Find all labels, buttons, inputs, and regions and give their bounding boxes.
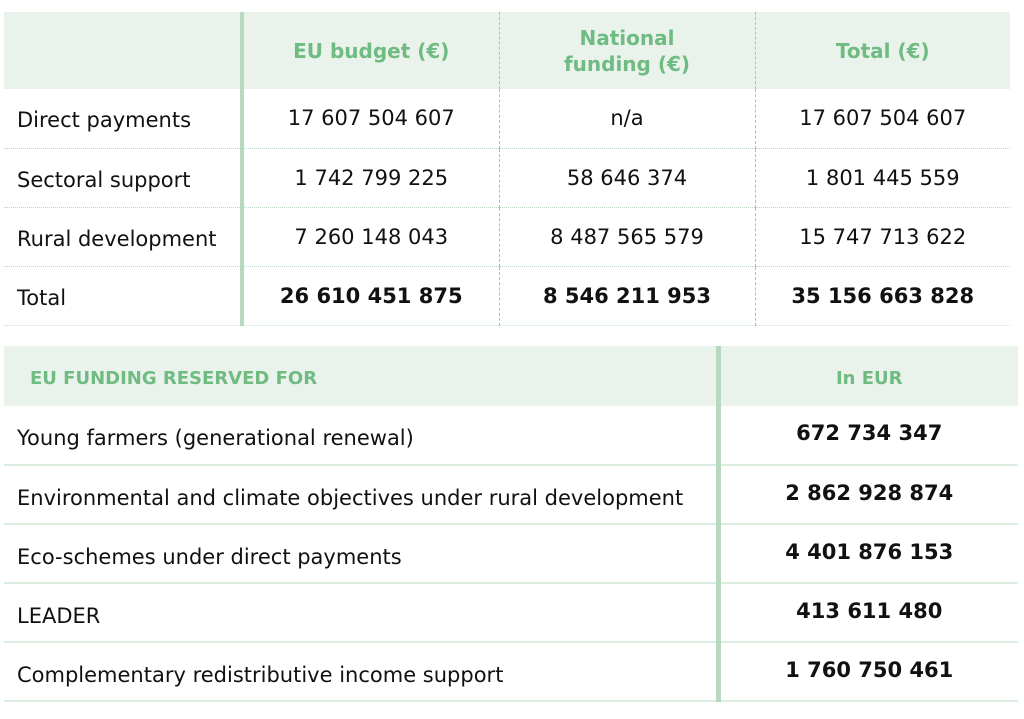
amount-cell: 672 734 347 bbox=[718, 406, 1018, 465]
table-row bbox=[4, 207, 1010, 266]
eu-budget-cell: 17 607 504 607 bbox=[242, 89, 499, 148]
row-label: Sectoral support bbox=[4, 148, 242, 207]
total-row bbox=[4, 266, 1010, 325]
eu-budget-cell: 7 260 148 043 bbox=[242, 207, 499, 266]
national-funding-cell: 58 646 374 bbox=[499, 148, 755, 207]
table-row bbox=[4, 406, 1018, 465]
total-cell: 1 801 445 559 bbox=[755, 148, 1010, 207]
reserved-table-header-row bbox=[4, 346, 1018, 406]
table-row bbox=[4, 89, 1010, 148]
header-blank bbox=[4, 12, 242, 89]
header-reserved-for: EU FUNDING RESERVED FOR bbox=[30, 367, 318, 389]
budget-table bbox=[4, 12, 1010, 326]
amount-cell: 4 401 876 153 bbox=[718, 524, 1018, 583]
amount-cell: 413 611 480 bbox=[718, 583, 1018, 642]
row-label: LEADER bbox=[4, 583, 718, 642]
header-national-funding: National funding (€) bbox=[499, 12, 755, 89]
header-total: Total (€) bbox=[755, 12, 1010, 89]
row-label: Direct payments bbox=[4, 89, 242, 148]
national-funding-cell: 8 487 565 579 bbox=[499, 207, 755, 266]
budget-table-header-row bbox=[4, 12, 1010, 89]
total-cell: 15 747 713 622 bbox=[755, 207, 1010, 266]
amount-cell: 2 862 928 874 bbox=[718, 465, 1018, 524]
total-cell: 35 156 663 828 bbox=[755, 266, 1010, 325]
row-label: Environmental and climate objectives under rural development bbox=[4, 465, 718, 524]
amount-cell: 1 760 750 461 bbox=[718, 642, 1018, 701]
table-row bbox=[4, 524, 1018, 583]
row-label: Complementary redistributive income support bbox=[4, 642, 718, 701]
row-label: Eco-schemes under direct payments bbox=[4, 524, 718, 583]
eu-budget-cell: 1 742 799 225 bbox=[242, 148, 499, 207]
row-label: Total bbox=[4, 266, 242, 325]
header-eu-budget: EU budget (€) bbox=[242, 12, 499, 89]
national-funding-cell: 8 546 211 953 bbox=[499, 266, 755, 325]
table-row bbox=[4, 642, 1018, 701]
row-label: Young farmers (generational renewal) bbox=[4, 406, 718, 465]
table-row bbox=[4, 148, 1010, 207]
eu-budget-cell: 26 610 451 875 bbox=[242, 266, 499, 325]
reserved-funding-table bbox=[4, 346, 1018, 702]
table-row bbox=[4, 465, 1018, 524]
row-label: Rural development bbox=[4, 207, 242, 266]
table-row bbox=[4, 583, 1018, 642]
national-funding-cell: n/a bbox=[499, 89, 755, 148]
total-cell: 17 607 504 607 bbox=[755, 89, 1010, 148]
header-in-eur: In EUR bbox=[718, 346, 1018, 406]
